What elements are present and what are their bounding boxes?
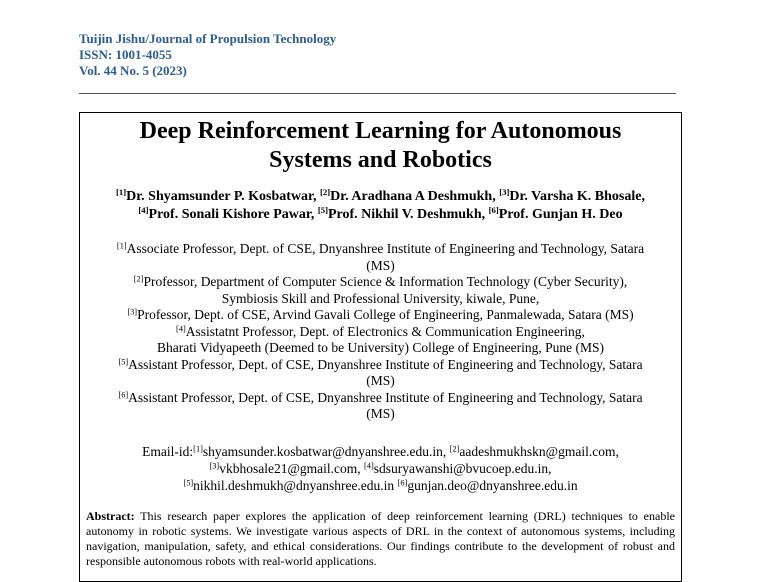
affiliation-ref: [3] [127,307,138,317]
email-ref: [2] [449,444,460,454]
affiliation-6 [90,390,671,407]
affiliation-text: Associate Professor, Dept. of CSE, Dnyanshree Institute of Engineering and Technology, Satara [126,241,645,256]
author-ref: [2] [320,187,331,198]
affiliation-text: Professor, Department of Computer Science & Information Technology (Cyber Security), [143,274,628,289]
abstract [86,509,675,569]
email-address[interactable]: sdsuryawanshi@bvucoep.edu.in, [373,461,552,476]
journal-issn: ISSN: 1001-4055 [79,47,172,62]
author-line-1 [80,188,681,206]
affiliation-2-cont: Symbiosis Skill and Professional University, kiwale, Pune, [221,290,540,306]
affiliation-1-cont: (MS) [366,257,395,273]
affiliation-ref: [2] [133,274,144,284]
journal-volume: Vol. 44 No. 5 (2023) [79,63,187,78]
email-label: Email-id: [142,444,194,459]
journal-header [79,31,336,79]
author-line-2 [80,206,681,224]
email-ref: [1] [193,444,203,454]
paper-title [80,117,681,175]
author-name: Dr. Shyamsunder P. Kosbatwar, [126,189,317,204]
paper-frame [79,112,682,582]
email-address[interactable]: vkbhosale21@gmail.com, [219,461,361,476]
affiliation-text: Assistatnt Professor, Dept. of Electronics & Communication Engineering, [185,323,585,339]
author-name: Dr. Aradhana A Deshmukh, [330,189,496,204]
affiliation-text: Professor, Dept. of CSE, Arvind Gavali College of Engineering, Panmalewada, Satara (MS) [137,307,634,322]
author-list [80,188,681,224]
email-line-3 [90,477,671,494]
title-line-2: Systems and Robotics [269,147,492,173]
author-name: Prof. Sonali Kishore Pawar, [148,207,315,222]
author-name: Prof. Nikhil V. Deshmukh, [327,207,486,222]
journal-name: Tuijin Jishu/Journal of Propulsion Technology [79,31,337,46]
email-ref: [5] [183,478,194,488]
affiliation-ref: [1] [116,241,127,251]
header-divider [79,93,676,94]
affiliation-2 [90,274,671,291]
author-ref: [4] [138,205,149,216]
affiliation-text: Assistant Professor, Dept. of CSE, Dnyanshree Institute of Engineering and Technology, Satara [128,389,643,405]
title-line-1: Deep Reinforcement Learning for Autonomous [139,118,622,144]
affiliation-6-cont: (MS) [366,406,395,421]
abstract-label: Abstract: [86,509,135,523]
affiliation-ref: [5] [118,356,129,366]
email-address[interactable]: shyamsunder.kosbatwar@dnyanshree.edu.in, [202,444,447,459]
author-name: Prof. Gunjan H. Deo [498,207,623,222]
abstract-text: This research paper explores the application of deep reinforcement learning (DRL) techniques to enable autonomy in robotic systems. We investigate various aspects of DRL in the context of autonomous systems, including navigation, manipulation, safety, and ethical considerations. Our findings contribute to the development of robust and responsible autonomous robots with real-world applications. [86,509,675,568]
email-block [90,443,671,494]
affiliation-text: Assistant Professor, Dept. of CSE, Dnyanshree Institute of Engineering and Technology, Satara [128,356,643,372]
email-address[interactable]: aadeshmukhskn@gmail.com, [459,444,619,459]
author-ref: [3] [499,187,510,198]
affiliation-ref: [4] [176,323,186,333]
email-ref: [6] [397,478,408,488]
author-name: Dr. Varsha K. Bhosale, [509,189,645,204]
author-ref: [5] [317,205,328,216]
affiliations [90,241,671,423]
affiliation-5 [90,357,671,374]
author-ref: [1] [116,187,127,198]
affiliation-ref: [6] [118,389,129,399]
email-address[interactable]: nikhil.deshmukh@dnyanshree.edu.in [193,478,395,493]
email-address[interactable]: gunjan.deo@dnyanshree.edu.in [407,478,578,493]
email-ref: [4] [364,461,374,471]
email-ref: [3] [209,461,220,471]
affiliation-1 [90,241,671,258]
author-ref: [6] [488,205,499,216]
email-line-1 [90,443,671,460]
affiliation-4-cont: Bharati Vidyapeeth (Deemed to be University) College of Engineering, Pune (MS) [157,340,604,355]
email-line-2 [90,460,671,477]
affiliation-4 [90,324,671,341]
affiliation-3 [90,307,671,324]
affiliation-5-cont: (MS) [366,373,395,388]
